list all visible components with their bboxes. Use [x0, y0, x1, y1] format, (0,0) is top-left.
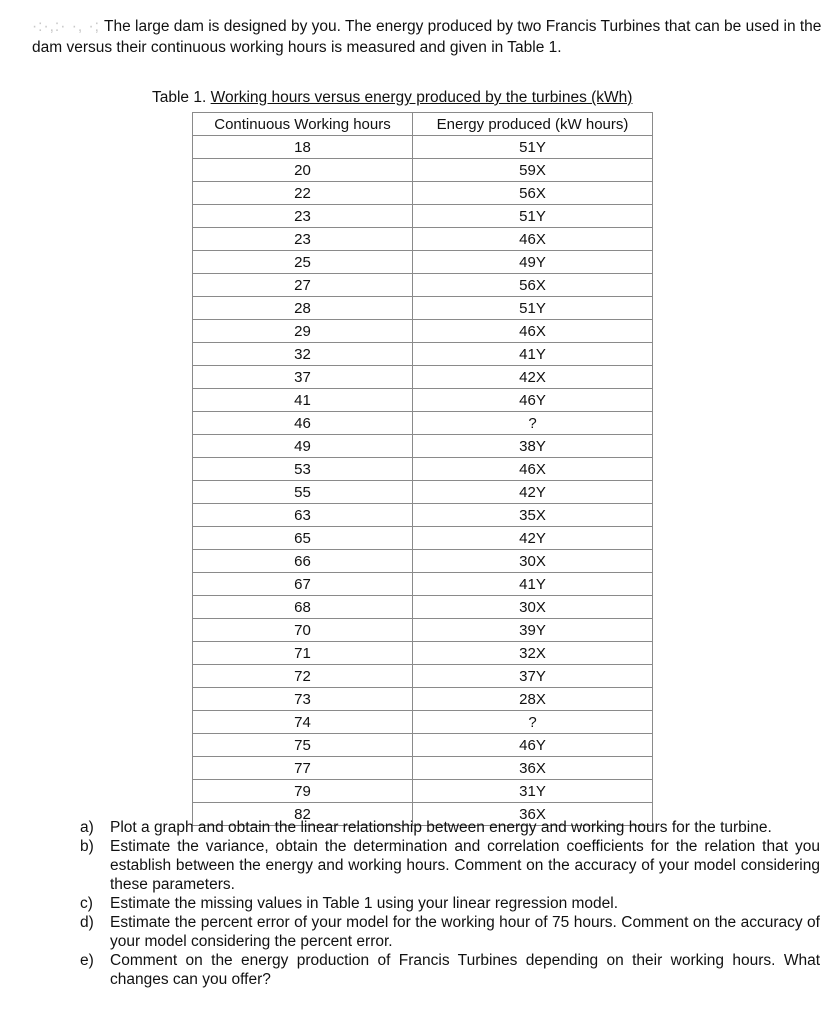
question-text: Comment on the energy production of Francis Turbines depending on their working hours. What changes can you offer?	[110, 952, 820, 988]
question-label: e)	[80, 952, 94, 969]
cell-working-hours: 18	[193, 136, 413, 159]
table-row	[193, 343, 653, 366]
table-row	[193, 458, 653, 481]
cell-working-hours: 71	[193, 642, 413, 665]
question-label: d)	[80, 914, 94, 931]
column-header-energy: Energy produced (kW hours)	[413, 113, 653, 136]
cell-working-hours: 37	[193, 366, 413, 389]
cell-working-hours: 55	[193, 481, 413, 504]
cell-energy-produced: 42Y	[413, 481, 653, 504]
question-text: Estimate the missing values in Table 1 using your linear regression model.	[110, 895, 619, 912]
cell-working-hours: 63	[193, 504, 413, 527]
cell-working-hours: 22	[193, 182, 413, 205]
cell-energy-produced: 42X	[413, 366, 653, 389]
cell-working-hours: 53	[193, 458, 413, 481]
table-row	[193, 297, 653, 320]
table-row	[193, 688, 653, 711]
column-header-hours: Continuous Working hours	[193, 113, 413, 136]
cell-working-hours: 27	[193, 274, 413, 297]
cell-working-hours: 74	[193, 711, 413, 734]
table-row	[193, 251, 653, 274]
cell-working-hours: 67	[193, 573, 413, 596]
question-label: a)	[80, 819, 94, 836]
cell-energy-produced: 36X	[413, 757, 653, 780]
question-label: b)	[80, 838, 94, 855]
cell-working-hours: 25	[193, 251, 413, 274]
table-row	[193, 619, 653, 642]
table-row	[193, 596, 653, 619]
question-list	[80, 818, 820, 989]
cell-working-hours: 77	[193, 757, 413, 780]
problem-number-mark: ·:·,:· ·, ·;	[32, 18, 100, 35]
table-row	[193, 412, 653, 435]
cell-energy-produced: 46Y	[413, 389, 653, 412]
cell-energy-produced: 41Y	[413, 573, 653, 596]
cell-working-hours: 23	[193, 228, 413, 251]
cell-working-hours: 82	[193, 803, 413, 826]
table-row	[193, 780, 653, 803]
cell-energy-produced: 35X	[413, 504, 653, 527]
table-row	[193, 734, 653, 757]
cell-energy-produced: 32X	[413, 642, 653, 665]
table-row	[193, 435, 653, 458]
cell-energy-produced: 56X	[413, 182, 653, 205]
question-text: Estimate the percent error of your model for the working hour of 75 hours. Comment on the accuracy of your model considering the percent error.	[110, 914, 820, 950]
cell-energy-produced: 39Y	[413, 619, 653, 642]
cell-working-hours: 65	[193, 527, 413, 550]
cell-working-hours: 23	[193, 205, 413, 228]
cell-energy-produced: 46X	[413, 228, 653, 251]
cell-energy-produced: 28X	[413, 688, 653, 711]
table-row	[193, 504, 653, 527]
cell-energy-produced: 46X	[413, 320, 653, 343]
cell-energy-produced: 46Y	[413, 734, 653, 757]
cell-working-hours: 72	[193, 665, 413, 688]
cell-energy-produced: 51Y	[413, 205, 653, 228]
cell-energy-produced: 30X	[413, 596, 653, 619]
table-row	[193, 159, 653, 182]
table-body	[193, 136, 653, 826]
table-row	[193, 665, 653, 688]
table-row	[193, 481, 653, 504]
cell-energy-produced: 41Y	[413, 343, 653, 366]
question-item	[80, 913, 820, 951]
table-row	[193, 711, 653, 734]
cell-energy-produced: 38Y	[413, 435, 653, 458]
table-row	[193, 274, 653, 297]
cell-working-hours: 68	[193, 596, 413, 619]
cell-energy-produced: 36X	[413, 803, 653, 826]
table-row	[193, 550, 653, 573]
table-row	[193, 205, 653, 228]
table-row	[193, 642, 653, 665]
table-row	[193, 757, 653, 780]
cell-energy-produced: 49Y	[413, 251, 653, 274]
cell-energy-produced: 59X	[413, 159, 653, 182]
table-caption-title: Working hours versus energy produced by the turbines (kWh)	[210, 89, 633, 106]
question-label: c)	[80, 895, 93, 912]
cell-energy-produced: 51Y	[413, 136, 653, 159]
cell-working-hours: 75	[193, 734, 413, 757]
working-hours-energy-table	[192, 112, 653, 826]
table-caption	[152, 88, 632, 108]
cell-energy-produced: 37Y	[413, 665, 653, 688]
table-row	[193, 389, 653, 412]
table-row	[193, 527, 653, 550]
cell-energy-produced: 51Y	[413, 297, 653, 320]
cell-working-hours: 73	[193, 688, 413, 711]
cell-working-hours: 20	[193, 159, 413, 182]
cell-working-hours: 66	[193, 550, 413, 573]
table-row	[193, 320, 653, 343]
cell-working-hours: 41	[193, 389, 413, 412]
cell-working-hours: 32	[193, 343, 413, 366]
cell-working-hours: 49	[193, 435, 413, 458]
question-text: Plot a graph and obtain the linear relationship between energy and working hours for the turbine.	[110, 819, 772, 836]
cell-working-hours: 29	[193, 320, 413, 343]
cell-working-hours: 46	[193, 412, 413, 435]
cell-working-hours: 70	[193, 619, 413, 642]
question-item	[80, 818, 820, 837]
table-row	[193, 136, 653, 159]
question-text: Estimate the variance, obtain the determination and correlation coefficients for the relation that you establish between the energy and working hours. Comment on the accuracy of your model considering these parameters.	[110, 838, 820, 893]
cell-energy-produced: ?	[413, 711, 653, 734]
question-item	[80, 951, 820, 989]
table-row	[193, 182, 653, 205]
cell-energy-produced: 46X	[413, 458, 653, 481]
cell-working-hours: 79	[193, 780, 413, 803]
table-row	[193, 573, 653, 596]
question-item	[80, 837, 820, 894]
cell-energy-produced: ?	[413, 412, 653, 435]
cell-working-hours: 28	[193, 297, 413, 320]
table-header-row	[193, 113, 653, 136]
table-row	[193, 228, 653, 251]
cell-energy-produced: 31Y	[413, 780, 653, 803]
cell-energy-produced: 30X	[413, 550, 653, 573]
cell-energy-produced: 56X	[413, 274, 653, 297]
question-item	[80, 894, 820, 913]
problem-intro	[32, 16, 822, 58]
problem-intro-text: The large dam is designed by you. The energy produced by two Francis Turbines that can be used in the dam versus their continuous working hours is measured and given in Table 1.	[32, 18, 822, 56]
table-row	[193, 366, 653, 389]
table-caption-lead: Table 1.	[152, 89, 211, 106]
cell-energy-produced: 42Y	[413, 527, 653, 550]
